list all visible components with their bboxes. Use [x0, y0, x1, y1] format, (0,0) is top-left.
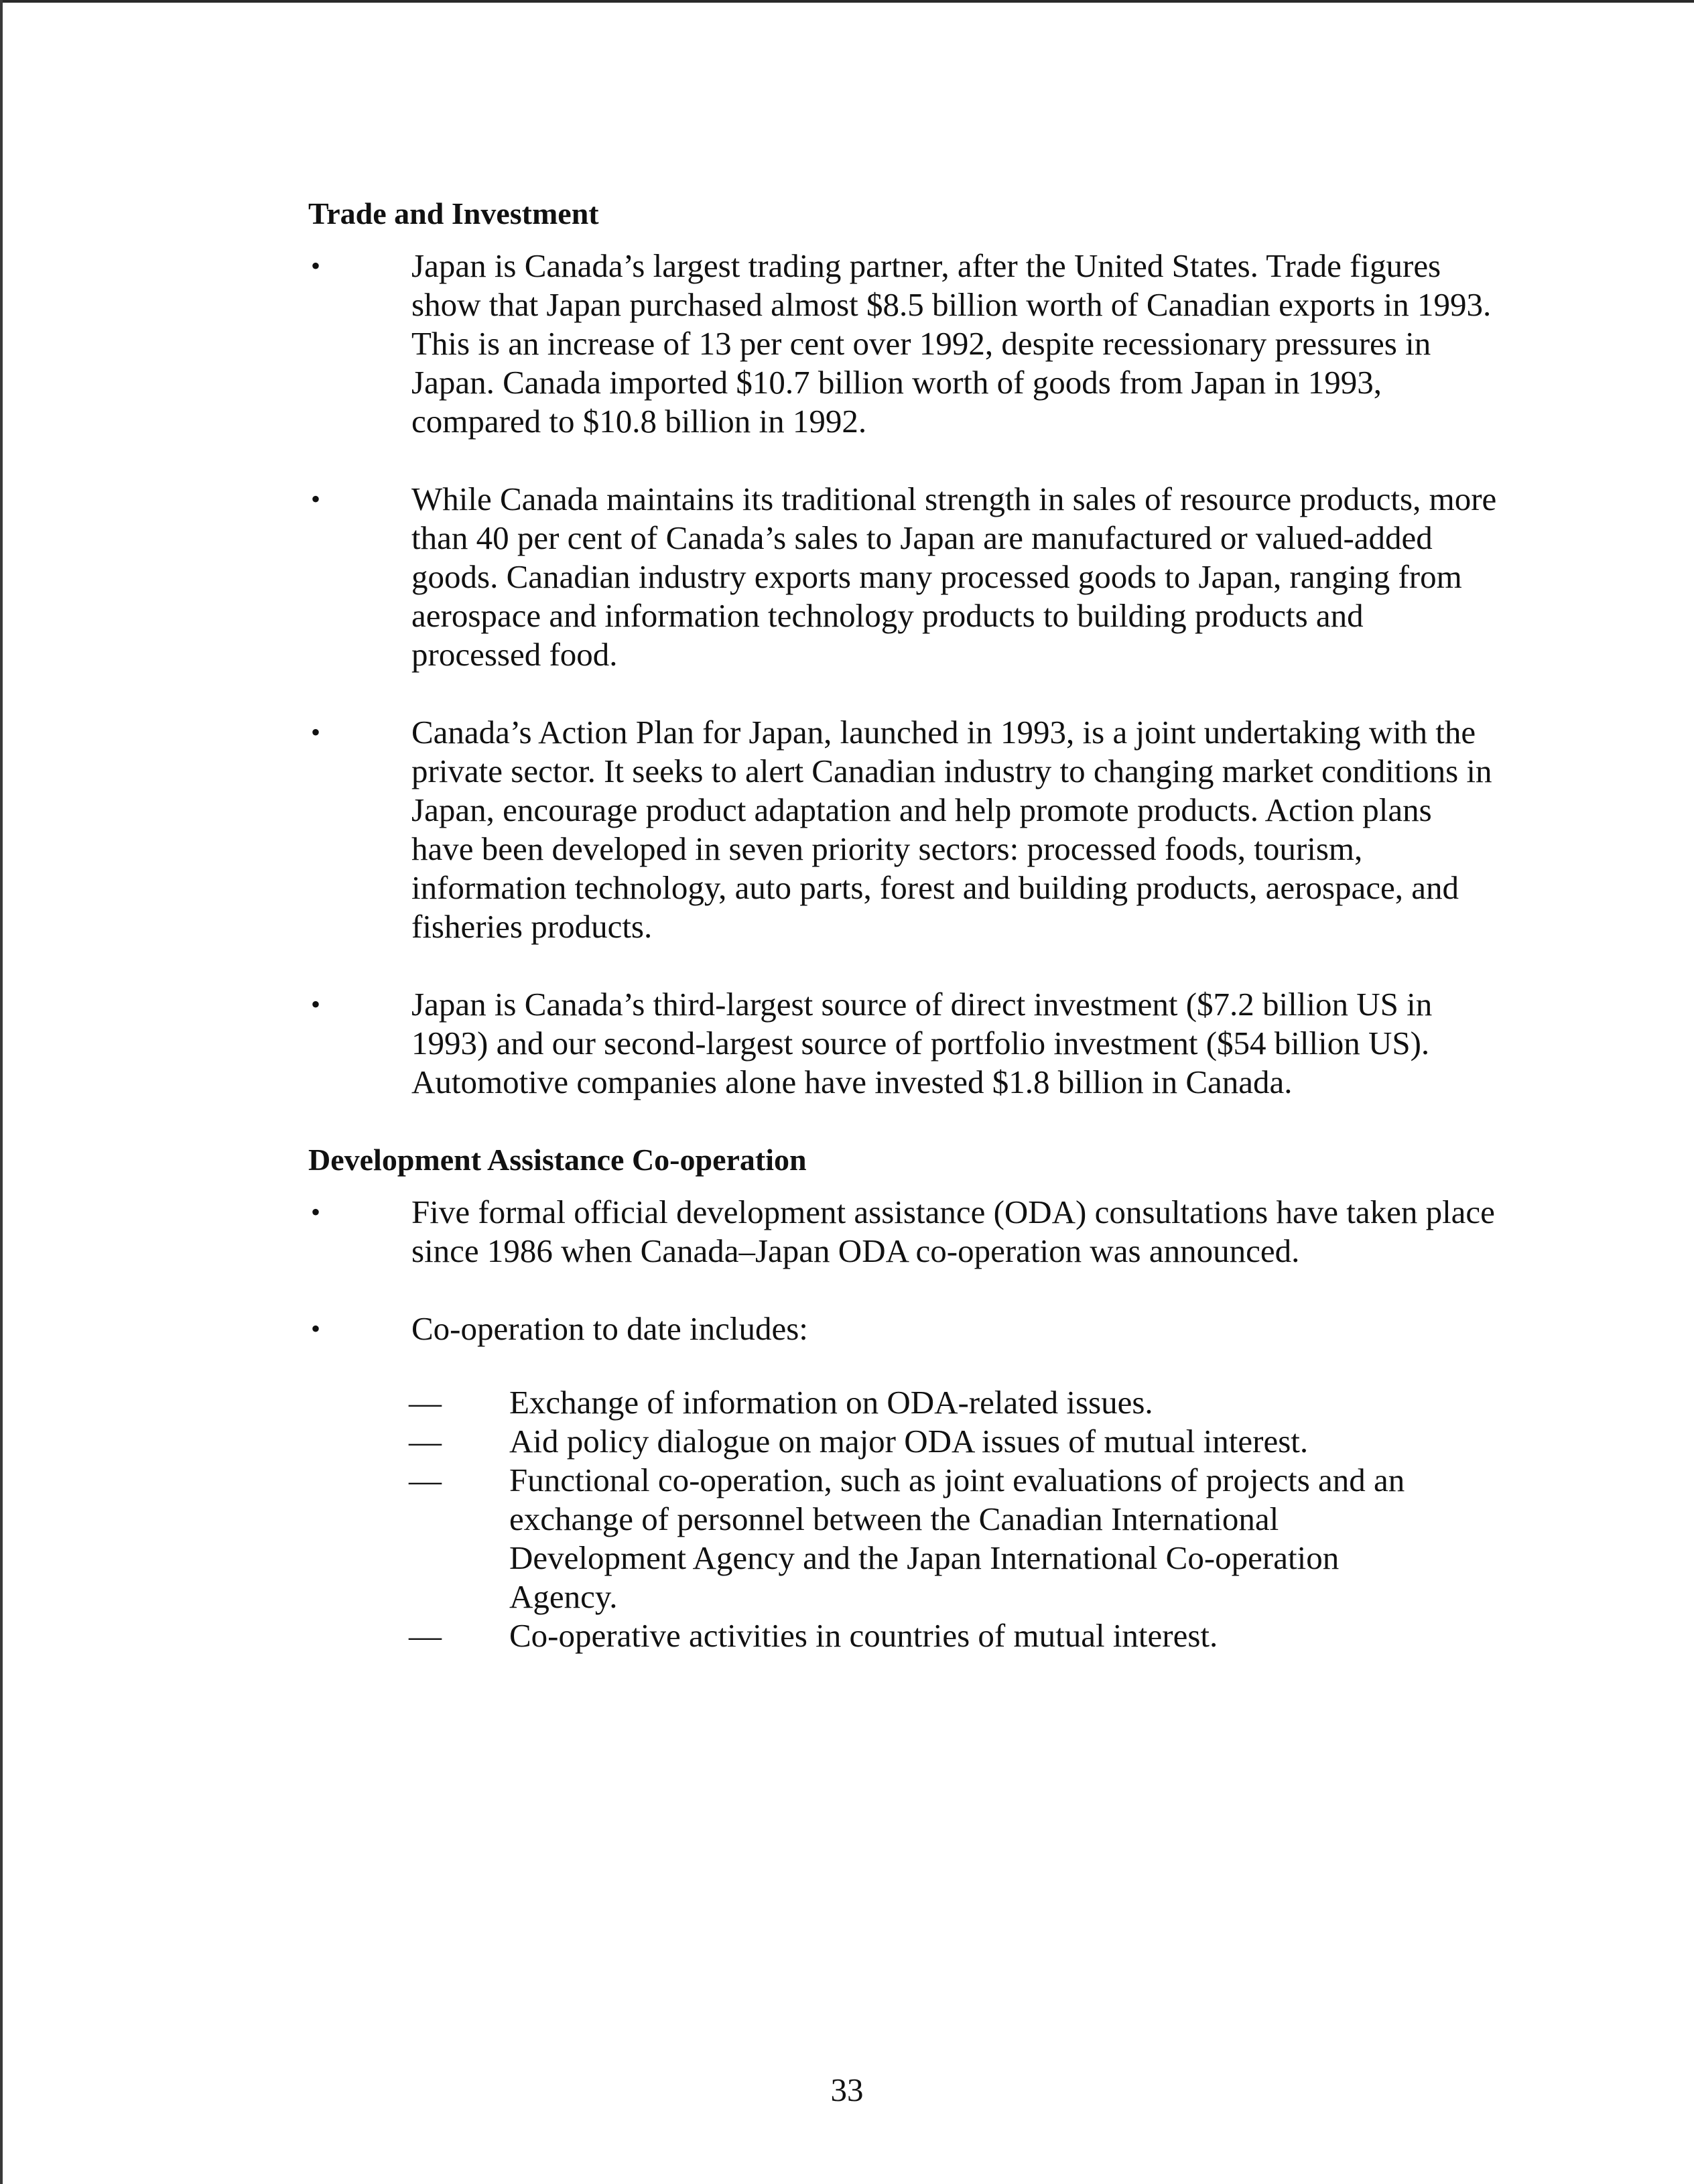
bullet-icon: •	[311, 989, 321, 1019]
sub-list-item	[409, 1383, 1501, 1422]
sub-list-item	[409, 1461, 1501, 1616]
sub-item-text: Exchange of information on ODA-related issues.	[509, 1384, 1153, 1421]
dash-icon: —	[409, 1384, 442, 1421]
bullet-text: Japan is Canada’s largest trading partner, after the United States. Trade figures show that Japan purchased almost $8.5 billion worth of Canadian exports in 1993. This is an increase of 13 per cent over 1992, despite recessionary pressures in Japan. Canada imported $10.7 billion worth of goods from Japan in 1993, compared to $10.8 billion in 1992.	[411, 247, 1492, 440]
bullet-text: Canada’s Action Plan for Japan, launched in 1993, is a joint undertaking with the private sector. It seeks to alert Canadian industry to changing market conditions in Japan, encourage product adaptation and help promote products. Action plans have been developed in seven priority sectors: processed foods, tourism, information technology, auto parts, forest and building products, aerospace, and fisheries products.	[411, 714, 1492, 945]
scan-edge-left	[0, 0, 3, 2184]
bullet-item	[308, 1309, 1501, 1348]
bullet-icon: •	[311, 717, 321, 747]
bullet-icon: •	[311, 1197, 321, 1227]
dash-icon: —	[409, 1423, 442, 1460]
page-number: 33	[830, 2071, 864, 2108]
section-heading-trade: Trade and Investment	[308, 196, 599, 231]
sub-list	[409, 1383, 1501, 1655]
bullet-icon: •	[311, 484, 321, 514]
sub-item-text: Aid policy dialogue on major ODA issues of mutual interest.	[509, 1423, 1309, 1460]
bullet-item	[308, 247, 1501, 441]
sub-list-item	[409, 1422, 1501, 1461]
dash-icon: —	[409, 1617, 442, 1654]
sub-list-item	[409, 1616, 1501, 1655]
page-content	[308, 194, 1501, 1655]
bullet-item	[308, 985, 1501, 1102]
bullet-text: Co-operation to date includes:	[411, 1310, 808, 1347]
bullet-text: Japan is Canada’s third-largest source of direct investment ($7.2 billion US in 1993) and our second-largest source of portfolio investment ($54 billion US). Automotive companies alone have invested $1.8 billion in Canada.	[411, 986, 1433, 1100]
dash-icon: —	[409, 1462, 442, 1498]
bullet-text: While Canada maintains its traditional strength in sales of resource products, more than 40 per cent of Canada’s sales to Japan are manufactured or valued-added goods. Canadian industry exports many processed goods to Japan, ranging from aerospace and information technology products to building products and processed food.	[411, 480, 1497, 673]
bullet-item	[308, 480, 1501, 674]
bullet-text: Five formal official development assistance (ODA) consultations have taken place since 1986 when Canada–Japan ODA co-operation was announced.	[411, 1194, 1495, 1269]
sub-item-text: Co-operative activities in countries of mutual interest.	[509, 1617, 1218, 1654]
section-heading-development: Development Assistance Co-operation	[308, 1143, 807, 1177]
sub-item-text: Functional co-operation, such as joint evaluations of projects and an exchange of personnel between the Canadian International Development Agency and the Japan International Co-operation Agency.	[509, 1462, 1405, 1615]
bullet-icon: •	[311, 1313, 321, 1344]
scan-edge-top	[0, 0, 1694, 3]
bullet-item	[308, 713, 1501, 946]
bullet-icon: •	[311, 251, 321, 281]
bullet-item	[308, 1193, 1501, 1271]
